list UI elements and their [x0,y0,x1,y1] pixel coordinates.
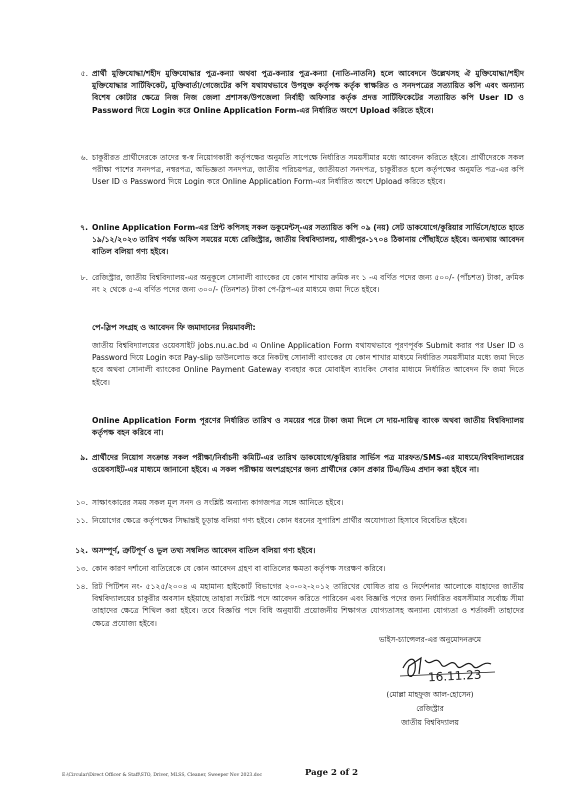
clause-text: কোন কারণ দর্শানো ব্যতিরেকে যে কোন আবেদন গ্রহণ বা বাতিলের ক্ষমতা কর্তৃপক্ষ সংরক্ষণ করিবে। [92,564,386,573]
clause-number: ৬. [80,153,88,162]
clause-7 [80,222,524,259]
signatory-org: জাতীয় বিশ্ববিদ্যালয় [401,718,459,727]
clause-text: রেজিস্ট্রার, জাতীয় বিশ্ববিদ্যালয়-এর অনুকূলে সোনালী ব্যাংকের যে কোন শাখায় ক্রমিক নং ১ -এ বর্ণিত পদের জন্য ৫০০/- (পাঁচশত) টাকা, ক্রমিক নং ২ থেকে ৫-এ বর্ণিত পদের জন্য ৩০০/- (তিনশত) টাকা পে-স্লিপ-এর মাধ্যমে জমা দিতে হইবে। [92,273,524,295]
clause-8 [80,272,524,296]
clause-text: সাক্ষাৎকারের সময় সকল মূল সনদ ও সংশ্লিষ্ট অন্যান্য কাগজপত্র সঙ্গে আনিতে হইবে। [92,498,344,507]
clause-text: Online Application Form-এর প্রিন্ট কপিসহ সকল ডকুমেন্টস্-এর সত্যায়িত কপি ০৯ (নয়) সেট ডাকযোগে/কুরিয়ার সার্ভিসে/হাতে হাতে ১৯/১২/২০২৩ তারিখ পর্যন্ত অফিস সময়ের মধ্যে রেজিস্ট্রার, জাতীয় বিশ্ববিদ্যালয়, গাজীপুর-১৭০৪ ঠিকানায় পৌঁছাইতে হইবে। অন্যথায় আবেদন বাতিল বলিয়া গণ্য হইবে। [92,223,524,257]
page-number: Page 2 of 2 [305,768,359,778]
approval-line: ভাইস-চ্যান্সেলর-এর অনুমোদনক্রমে [379,635,481,644]
clause-number: ১৪. [75,582,88,591]
clause-number: ৯. [80,453,88,462]
clause-text: প্রার্থীদের নিয়োগ সংক্রান্ত সকল পরীক্ষা/নির্বাচনী কমিটি-এর তারিখ ডাকযোগে/কুরিয়ার সার্ভিস পত্র মারফত/SMS-এর মাধ্যমে/বিশ্ববিদ্যালয়ের ওয়েবসাইট-এর মাধ্যমে জানানো হইবে। এ সকল পরীক্ষায় অংশগ্রহণের জন্য প্রার্থীদের কোন প্রকার টিএ/ডিএ প্রদান করা হইবে না। [92,453,524,475]
signatory-name: (মোল্লা মাহফুজ আল-হোসেন) [386,690,474,699]
clause-number: ৫. [80,69,88,78]
clause-number: ৮. [80,273,88,282]
signatory-title: রেজিস্ট্রার [416,704,444,713]
clause-13 [75,563,524,575]
clause-5 [80,68,524,117]
clause-number: ১২. [75,546,88,555]
clause-number: ৭. [80,223,88,232]
clause-number: ১১. [75,516,88,525]
clause-text: প্রার্থী মুক্তিযোদ্ধা/শহীদ মুক্তিযোদ্ধার পুত্র-কন্যা অথবা পুত্র-কন্যার পুত্র-কন্যা (নাতি-নাতনি) হলে আবেদনে উল্লেখসহ ঐ মুক্তিযোদ্ধা/শহীদ মুক্তিযোদ্ধার সার্টিফিকেট, মুক্তিবার্তা/গেজেটের কপি যথাযথভাবে উপযুক্ত কর্তৃপক্ষ কর্তৃক স্বাক্ষরিত ও সনদপত্রের সত্যায়িত কপি এবং অন্যান্য বিশেষ কোটার ক্ষেত্রে নিজ নিজ জেলা প্রশাসক/উপজেলা নির্বাহী অফিসার কর্তৃক প্রদত্ত সার্টিফিকেটের সত্যায়িত কপি User ID ও Password দিয়ে Login করে Online Application Form-এর নির্ধারিত অংশে Upload করিতে হইবে। [92,69,524,115]
payslip-paragraph-2: Online Application Form পূরণের নির্ধারিত তারিখ ও সময়ের পরে টাকা জমা দিলে সে দায়-দায়িত্ব ব্যাংক অথবা জাতীয় বিশ্ববিদ্যালয় কর্তৃপক্ষ বহন করিবে না। [92,416,524,438]
clause-12 [75,545,524,557]
payslip-heading: পে-স্লিপ সংগ্রহ ও আবেদন ফি জমাদানের নিয়মাবলী: [92,323,256,332]
file-path: E:\Circular\Direct Officer & Staff\STO, Driver, MLSS, Cleaner, Sweeper Nov 2023.doc [62,773,263,778]
clause-number: ১০. [75,498,88,507]
clause-14 [75,581,524,630]
payslip-paragraph: জাতীয় বিশ্ববিদ্যালয়ের ওয়েবসাইট jobs.nu.ac.bd এ Online Application Form যথাযথভাবে পূরণপূর্বক Submit করার পর User ID ও Password দিয়ে Login করে Pay-slip ডাউনলোড করে নিকটস্থ সোনালী ব্যাংকের যে কোন শাখার মাধ্যমে নির্ধারিত সময়সীমার মধ্যে জমা দিতে হবে অথবা সোনালী ব্যাংকের Online Payment Gateway ব্যবহার করে মোবাইল ব্যাংকিং সেবার মাধ্যমে নির্ধারিত আবেদন ফি জমা দিতে হইবে। [92,341,524,387]
clause-text: চাকুরীরত প্রার্থীদেরকে তাদের স্ব-স্ব নিয়োগকারী কর্তৃপক্ষের অনুমতি সাপেক্ষে নির্ধারিত সময়সীমার মধ্যে আবেদন করিতে হইবে। প্রার্থীদেরকে সকল পরীক্ষা পাশের সনদপত্র, নম্বরপত্র, অভিজ্ঞতা সনদপত্র, জাতীয় পরিচয়পত্র, জাতীয়তা সনদপত্র, চাকুরীরত হলে কর্তৃপক্ষের অনুমতি পত্র-এর কপি User ID ও Password দিয়ে Login করে Online Application Form-এর নির্ধারিত অংশে Upload করিতে হইবে। [92,153,524,187]
clause-text: নিয়োগের ক্ষেত্রে কর্তৃপক্ষের সিদ্ধান্তই চূড়ান্ত বলিয়া গণ্য হইবে। কোন ধরনের সুপারিশ প্রার্থীর অযোগ্যতা হিসাবে বিবেচিত হইবে। [92,516,467,525]
clause-text: অসম্পূর্ণ, ত্রুটিপূর্ণ ও ভুল তথ্য সম্বলিত আবেদন বাতিল বলিয়া গণ্য হইবে। [92,546,316,555]
clause-10 [75,497,524,509]
clause-6 [80,152,524,189]
clause-11 [75,515,524,527]
clause-text: রিট পিটিশন নং- ৫১২৫/২০০৪ এ মহামান্য হাইকোর্ট বিভাগের ২০-০২-২০১২ তারিখের ঘোষিত রায় ও নির্দেশনার আলোকে যাহাদের জাতীয় বিশ্ববিদ্যালয়ের চাকুরীর অবসান হইয়াছে তাহারা সংশ্লিষ্ট পদে আবেদন করিতে পারিবেন এবং বিজ্ঞপ্তি পদের জন্য নির্ধারিত বয়সসীমার সর্বোচ্চ সীমা তাহাদের ক্ষেত্রে শিথিল করা হইবে। তবে বিজ্ঞপ্তি পদে বিধি অনুযায়ী প্রয়োজনীয় শিক্ষাগত যোগ্যতাসহ অন্যান্য যোগ্যতা ও শর্তাবলী তাহাদের ক্ষেত্রে প্রযোজ্য হইবে। [92,582,524,628]
signature-date: 16.11.23 [427,667,482,685]
clause-9 [80,452,524,476]
clause-number: ১৩. [75,564,88,573]
